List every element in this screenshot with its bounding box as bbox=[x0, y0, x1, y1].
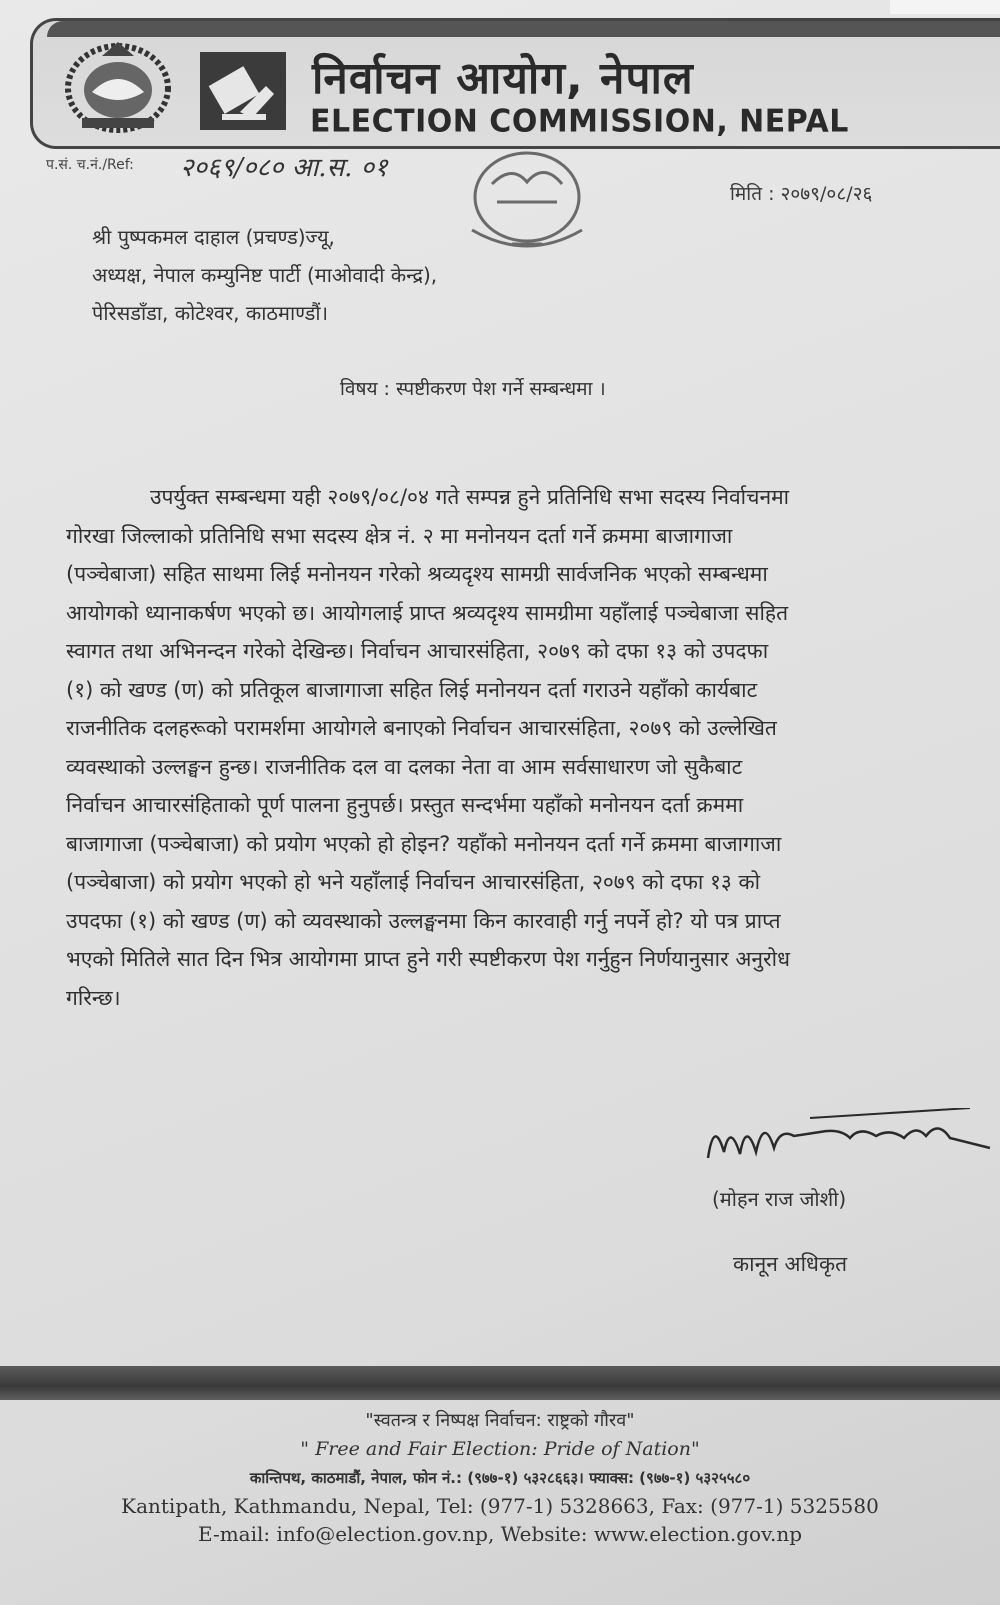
footer-address-english: Kantipath, Kathmandu, Nepal, Tel: (977-1) 5328663, Fax: (977-1) 5325580 bbox=[121, 1494, 879, 1518]
reference-label: प.सं. च.नं./Ref: bbox=[46, 157, 134, 173]
letter-body bbox=[66, 478, 998, 1017]
body-line: स्वागत तथा अभिनन्दन गरेको देखिन्छ। निर्वाचन आचारसंहिता, २०७९ को दफा १३ को उपदफा bbox=[66, 639, 769, 663]
body-line: गरिन्छ। bbox=[66, 985, 121, 1010]
body-line: व्यवस्थाको उल्लङ्घन हुन्छ। राजनीतिक दल वा दलका नेता वा आम सर्वसाधारण जो सुकैबाट bbox=[66, 754, 743, 779]
addressee-block bbox=[92, 218, 437, 332]
body-line: (पञ्चेबाजा) सहित साथमा लिई मनोनयन गरेको श्रव्यदृश्य सामग्री सार्वजनिक भएको सम्बन्धमा bbox=[66, 562, 768, 586]
letter-subject: विषय : स्पष्टीकरण पेश गर्ने सम्बन्धमा । bbox=[340, 378, 606, 400]
body-line: भएको मितिले सात दिन भित्र आयोगमा प्राप्त हुने गरी स्पष्टीकरण पेश गर्नुहुन निर्णयानुसार अनुरोध bbox=[66, 947, 791, 971]
page-corner bbox=[890, 0, 1000, 14]
addressee-line: श्री पुष्पकमल दाहाल (प्रचण्ड)ज्यू, bbox=[92, 225, 335, 249]
commission-title-english: ELECTION COMMISSION, NEPAL bbox=[310, 103, 849, 140]
body-line: गोरखा जिल्लाको प्रतिनिधि सभा सदस्य क्षेत्र नं. २ मा मनोनयन दर्ता गर्ने क्रममा बाजागाजा bbox=[66, 523, 733, 548]
footer-contact: E-mail: info@election.gov.np, Website: www.election.gov.np bbox=[197, 1522, 803, 1546]
body-line: उपर्युक्त सम्बन्धमा यही २०७९/०८/०४ गते सम्पन्न हुने प्रतिनिधि सभा सदस्य निर्वाचनमा bbox=[150, 485, 790, 509]
body-line: राजनीतिक दलहरूको परामर्शमा आयोगले बनाएको निर्वाचन आचारसंहिता, २०७९ को उल्लेखित bbox=[66, 716, 777, 740]
footer-address-nepali: कान्तिपथ, काठमाडौं, नेपाल, फोन नं.: (९७७-१) ५३२८६६३। फ्याक्स: (९७७-१) ५३२५५८० bbox=[249, 1469, 751, 1487]
footer-band bbox=[0, 1366, 1000, 1400]
nepal-emblem-icon bbox=[62, 36, 174, 134]
body-line: बाजागाजा (पञ्चेबाजा) को प्रयोग भएको हो होइन? यहाँको मनोनयन दर्ता गर्ने क्रममा बाजागाजा bbox=[66, 831, 782, 856]
ballot-hand-icon bbox=[200, 52, 286, 130]
commission-seal-icon bbox=[452, 132, 602, 272]
letter-date: मिति : २०७९/०८/२६ bbox=[730, 183, 873, 205]
addressee-line: पेरिसडाँडा, कोटेश्वर, काठमाण्डौं। bbox=[92, 301, 329, 325]
ballot-logo bbox=[200, 52, 286, 130]
body-line: (१) को खण्ड (ण) को प्रतिकूल बाजागाजा सहित लिई मनोनयन दर्ता गराउने यहाँको कार्यबाट bbox=[66, 677, 758, 702]
footer-slogan-english: " Free and Fair Election: Pride of Nation" bbox=[300, 1438, 700, 1460]
addressee-line: अध्यक्ष, नेपाल कम्युनिष्ट पार्टी (माओवादी केन्द्र), bbox=[92, 263, 438, 287]
signatory-title: कानून अधिकृत bbox=[733, 1252, 848, 1276]
footer-slogan-nepali: "स्वतन्त्र र निष्पक्ष निर्वाचन: राष्ट्रको गौरव" bbox=[365, 1410, 635, 1431]
commission-title-nepali: निर्वाचन आयोग, नेपाल bbox=[312, 53, 694, 104]
handwritten-signature-icon bbox=[700, 1108, 1000, 1178]
signatory-name: (मोहन राज जोशी) bbox=[712, 1187, 847, 1211]
reference-number: २०६९/०८० आ.स. ०१ bbox=[180, 153, 388, 183]
letter-footer bbox=[0, 1404, 1000, 1546]
body-line: उपदफा (१) को खण्ड (ण) को व्यवस्थाको उल्लङ्घनमा किन कारवाही गर्नु नपर्ने हो? यो पत्र प्राप्त bbox=[66, 908, 781, 933]
body-line: (पञ्चेबाजा) को प्रयोग भएको हो भने यहाँलाई निर्वाचन आचारसंहिता, २०७९ को दफा १३ को bbox=[66, 870, 761, 894]
body-line: आयोगको ध्यानाकर्षण भएको छ। आयोगलाई प्राप्त श्रव्यदृश्य सामग्रीमा यहाँलाई पञ्चेबाजा सहित bbox=[66, 600, 789, 625]
body-line: निर्वाचन आचारसंहिताको पूर्ण पालना हुनुपर्छ। प्रस्तुत सन्दर्भमा यहाँको मनोनयन दर्ता क्रममा bbox=[66, 793, 744, 817]
